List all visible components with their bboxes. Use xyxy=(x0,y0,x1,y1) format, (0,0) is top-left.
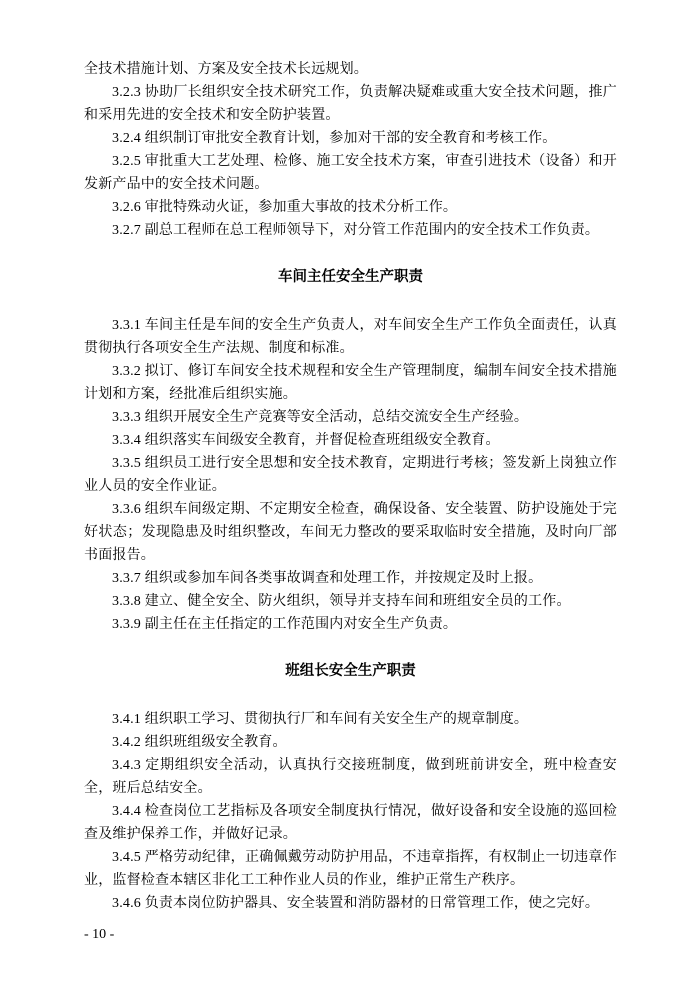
clause-3-2-6: 3.2.6 审批特殊动火证，参加重大事故的技术分析工作。 xyxy=(112,200,458,215)
clause-3-4-5: 3.4.5 严格劳动纪律，正确佩戴劳动防护用品，不违章指挥，有权制止一切违章作业，监督检查本辖区非化工工种作业人员的作业，维护正常生产秩序。 xyxy=(84,850,617,888)
clause-3-3-7: 3.3.7 组织或参加车间各类事故调查和处理工作，并按规定及时上报。 xyxy=(112,571,543,586)
clause-3-4-6: 3.4.6 负责本岗位防护器具、安全装置和消防器材的日常管理工作，使之完好。 xyxy=(112,896,600,911)
section-heading-team-leader-duties: 班组长安全生产职责 xyxy=(285,663,416,679)
page-number: - 10 - xyxy=(84,927,115,942)
clause-3-3-6: 3.3.6 组织车间级定期、不定期安全检查，确保设备、安全装置、防护设施处于完好状态；发现隐患及时组织整改，车间无力整改的要采取临时安全措施，及时向厂部书面报告。 xyxy=(84,502,617,563)
clause-3-4-2: 3.4.2 组织班组级安全教育。 xyxy=(112,735,287,750)
clause-3-3-8: 3.3.8 建立、健全安全、防火组织，领导并支持车间和班组安全员的工作。 xyxy=(112,594,571,609)
clause-3-3-5: 3.3.5 组织员工进行安全思想和安全技术教育，定期进行考核；签发新上岗独立作业人员的安全作业证。 xyxy=(84,456,617,494)
clause-3-3-2: 3.3.2 拟订、修订车间安全技术规程和安全生产管理制度，编制车间安全技术措施计划和方案，经批准后组织实施。 xyxy=(84,364,617,402)
clause-3-3-9: 3.3.9 副主任在主任指定的工作范围内对安全生产负责。 xyxy=(112,617,458,632)
clause-3-2-5: 3.2.5 审批重大工艺处理、检修、施工安全技术方案，审查引进技术（设备）和开发新产品中的安全技术问题。 xyxy=(84,154,617,192)
document-body xyxy=(84,58,617,915)
clause-3-4-1: 3.4.1 组织职工学习、贯彻执行厂和车间有关安全生产的规章制度。 xyxy=(112,712,529,727)
clause-3-3-1: 3.3.1 车间主任是车间的安全生产负责人，对车间安全生产工作负全面责任，认真贯彻执行各项安全生产法规、制度和标准。 xyxy=(84,318,617,356)
clause-3-2-4: 3.2.4 组织制订审批安全教育计划，参加对干部的安全教育和考核工作。 xyxy=(112,131,557,146)
clause-3-4-3: 3.4.3 定期组织安全活动，认真执行交接班制度，做到班前讲安全，班中检查安全，班后总结安全。 xyxy=(84,758,617,796)
clause-3-3-3: 3.3.3 组织开展安全生产竞赛等安全活动，总结交流安全生产经验。 xyxy=(112,410,529,425)
clause-3-2-7: 3.2.7 副总工程师在总工程师领导下，对分管工作范围内的安全技术工作负责。 xyxy=(112,223,600,238)
paragraph-continuation: 全技术措施计划、方案及安全技术长远规划。 xyxy=(84,62,368,77)
clause-3-3-4: 3.3.4 组织落实车间级安全教育，并督促检查班组级安全教育。 xyxy=(112,433,500,448)
clause-3-2-3: 3.2.3 协助厂长组织安全技术研究工作，负责解决疑难或重大安全技术问题，推广和采用先进的安全技术和安全防护装置。 xyxy=(84,85,617,123)
clause-3-4-4: 3.4.4 检查岗位工艺指标及各项安全制度执行情况，做好设备和安全设施的巡回检查及维护保养工作，并做好记录。 xyxy=(84,804,617,842)
section-heading-workshop-director-duties: 车间主任安全生产职责 xyxy=(278,269,423,285)
